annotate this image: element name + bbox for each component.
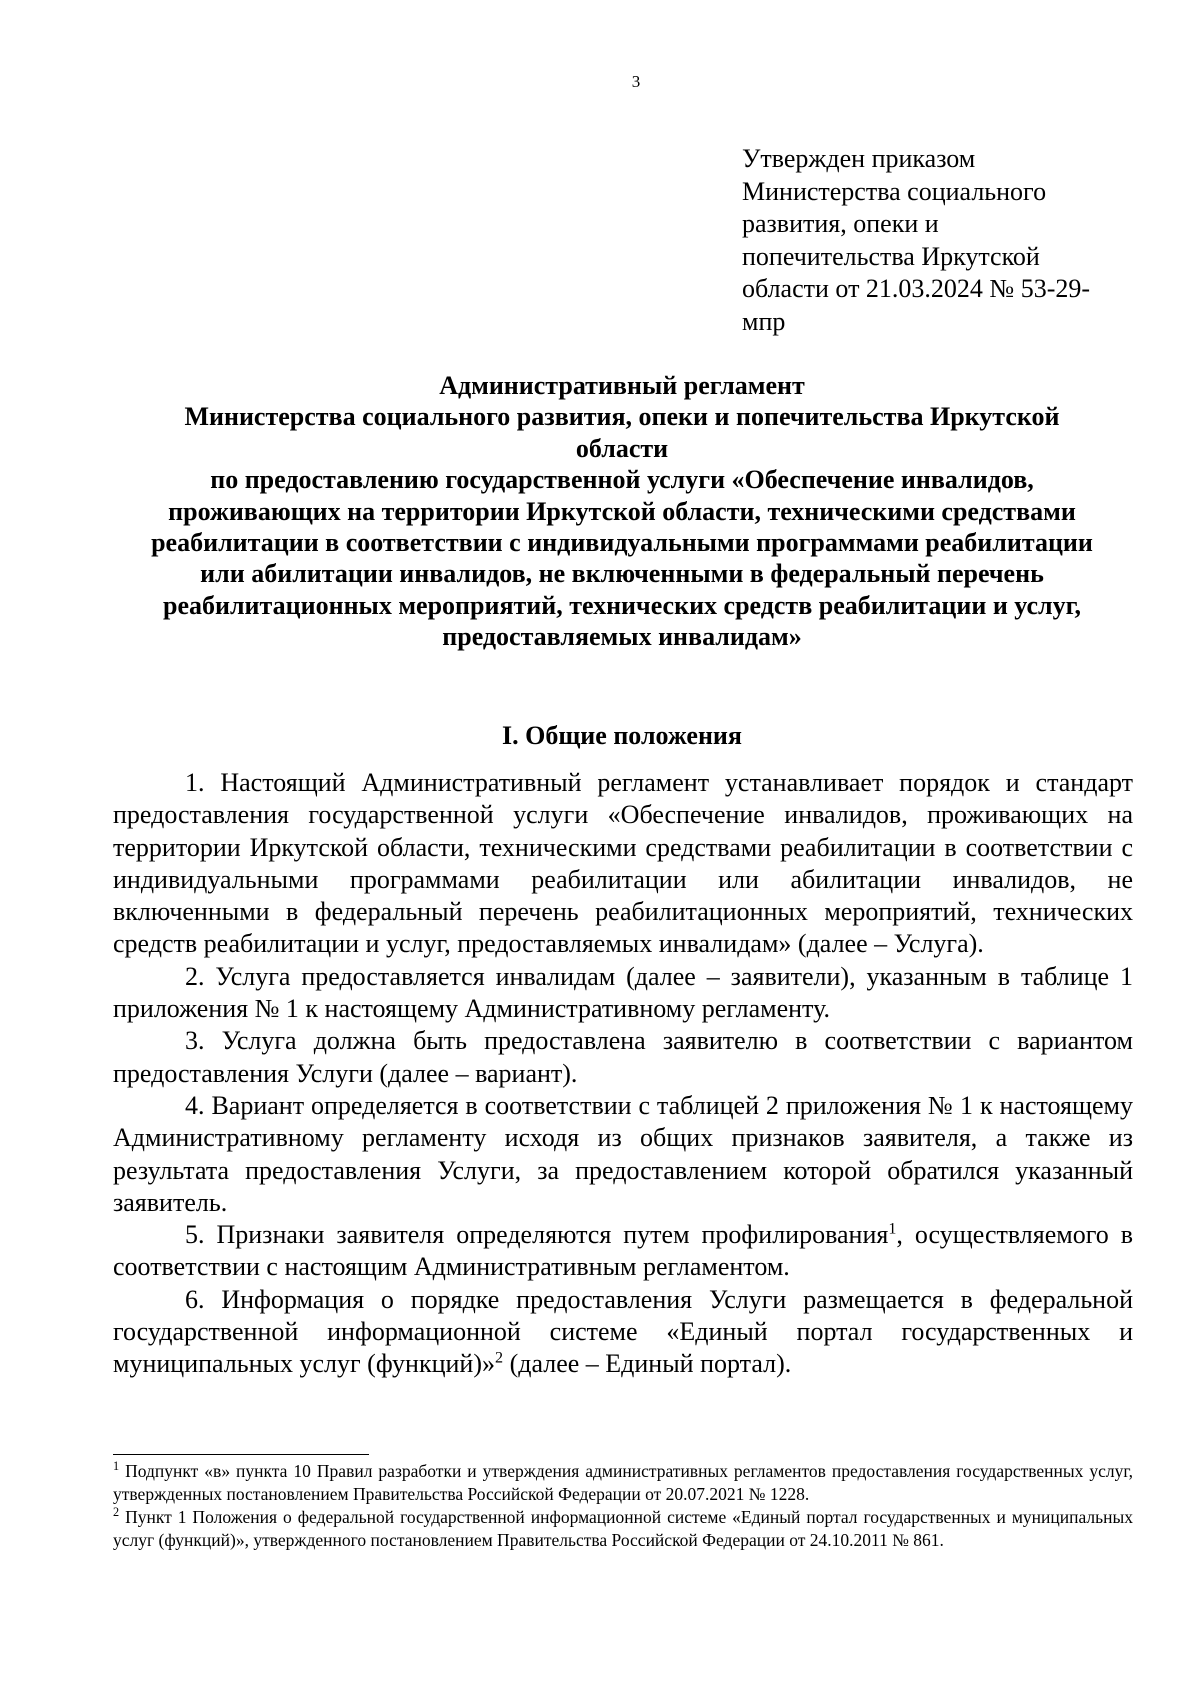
- paragraph-text: (далее – Единый портал).: [503, 1349, 792, 1379]
- approval-line: мпр: [742, 306, 786, 336]
- title-line: Министерства социального развития, опеки и попечительства Иркутской: [184, 402, 1060, 432]
- paragraph-5: [113, 1219, 1133, 1284]
- title-line: реабилитационных мероприятий, технических средств реабилитации и услуг,: [162, 590, 1082, 620]
- paragraph-number: 2.: [185, 961, 205, 991]
- approval-line: Министерства социального: [742, 176, 1047, 206]
- approval-line: области от 21.03.2024 № 53-29-: [742, 274, 1091, 303]
- footnote-2: [113, 1506, 1133, 1552]
- paragraph-number: 5.: [185, 1220, 205, 1250]
- paragraph-number: 6.: [185, 1284, 205, 1314]
- title-line: Административный регламент: [439, 371, 805, 400]
- footnote-reference-2[interactable]: 2: [495, 1349, 504, 1367]
- paragraph-1: [113, 767, 1133, 961]
- paragraph-text: , осуществляемого в соответствии с настоящим Административным регламентом.: [113, 1220, 1133, 1282]
- document-title: [110, 370, 1134, 653]
- title-line: или абилитации инвалидов, не включенными в федеральный перечень: [200, 559, 1044, 589]
- approval-stamp: [742, 143, 1122, 338]
- title-line: проживающих на территории Иркутской области, техническими средствами: [168, 496, 1076, 526]
- paragraph-number: 3.: [185, 1026, 205, 1056]
- footnotes: [113, 1460, 1133, 1552]
- paragraph-number: 1.: [185, 768, 205, 797]
- paragraph-number: 4.: [185, 1090, 205, 1120]
- page-number: 3: [631, 72, 641, 91]
- approval-line: развития, опеки и: [742, 209, 939, 238]
- title-line: по предоставлению государственной услуги «Обеспечение инвалидов,: [210, 465, 1034, 495]
- title-line: области: [575, 433, 669, 463]
- footnote-mark: 1: [113, 1459, 120, 1474]
- paragraph-4: [113, 1090, 1133, 1219]
- title-line: предоставляемых инвалидам»: [442, 622, 802, 652]
- paragraph-text: Признаки заявителя определяются путем профилирования: [216, 1220, 889, 1250]
- paragraph-text: Информация о порядке предоставления Услуги размещается в федеральной государственной информационной системе «Единый портал государственных и муниципальных услуг (функций)»: [113, 1284, 1134, 1379]
- approval-line: Утвержден приказом: [742, 144, 976, 173]
- footnote-reference-1[interactable]: 1: [888, 1220, 897, 1238]
- paragraph-3: [113, 1025, 1133, 1090]
- paragraph-6: [113, 1284, 1133, 1381]
- footnote-mark: 2: [113, 1505, 120, 1520]
- footnote-text: Пункт 1 Положения о федеральной государственной информационной системе «Единый портал государственных и муниципальных услуг (функций)», утвержденного постановлением Правительства Российской Федерации от 24.10.2011 № 861.: [113, 1507, 1134, 1550]
- footnote-text: Подпункт «в» пункта 10 Правил разработки и утверждения административных регламентов предоставления государственных услуг, утвержденных постановлением Правительства Российской Федерации от 20.07.2021 № 1228.: [113, 1461, 1133, 1504]
- footnote-separator: [113, 1454, 369, 1455]
- title-line: реабилитации в соответствии с индивидуальными программами реабилитации: [151, 528, 1093, 558]
- footnote-1: [113, 1460, 1133, 1506]
- paragraph-2: [113, 961, 1133, 1026]
- body-text: [113, 767, 1133, 1381]
- paragraph-text: Вариант определяется в соответствии с таблицей 2 приложения № 1 к настоящему Административному регламенту исходя из общих признаков заявителя, а также из результата предоставления Услуги, за предоставлением которой обратился указанный заявитель.: [113, 1090, 1134, 1217]
- paragraph-text: Услуга предоставляется инвалидам (далее – заявители), указанным в таблице 1 приложения № 1 к настоящему Административному регламенту.: [113, 961, 1134, 1024]
- paragraph-text: Услуга должна быть предоставлена заявителю в соответствии с вариантом предоставления Услуги (далее – вариант).: [113, 1026, 1133, 1088]
- section-heading: I. Общие положения: [502, 721, 742, 750]
- paragraph-text: Настоящий Административный регламент устанавливает порядок и стандарт предоставления государственной услуги «Обеспечение инвалидов, проживающих на территории Иркутской области, техническими средствами реабилитации в соответствии с индивидуальными программами реабилитации или абилитации инвалидов, не включенными в федеральный перечень реабилитационных мероприятий, технических средств реабилитации и услуг, предоставляемых инвалидам» (далее – Услуга).: [113, 768, 1134, 959]
- approval-line: попечительства Иркутской: [742, 241, 1040, 271]
